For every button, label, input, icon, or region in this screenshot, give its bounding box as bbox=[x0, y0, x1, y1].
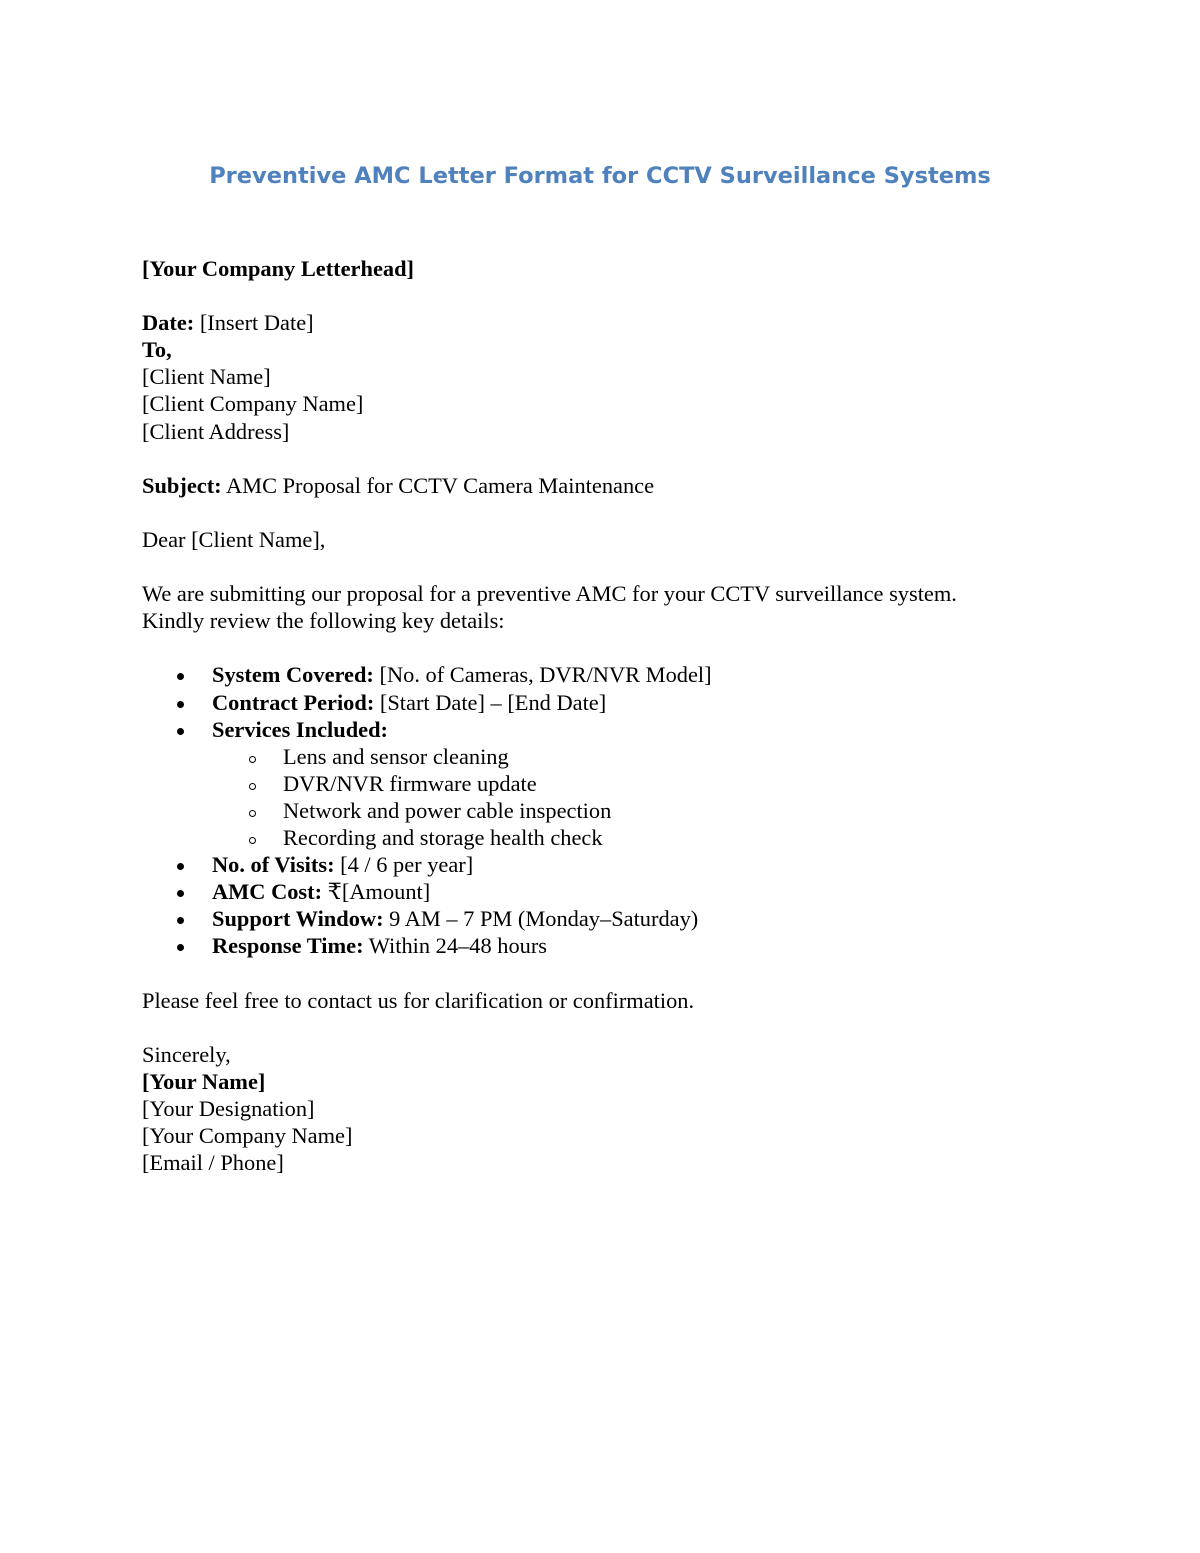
service-text: Network and power cable inspection bbox=[283, 797, 612, 823]
bullet-icon bbox=[177, 944, 184, 951]
detail-value: Within 24–48 hours bbox=[368, 933, 547, 959]
spacer bbox=[142, 959, 1102, 986]
sender-designation: [Your Designation] bbox=[142, 1095, 315, 1121]
detail-label: Response Time: bbox=[212, 933, 364, 959]
subject-label: Subject: bbox=[142, 472, 222, 498]
recipient-name: [Client Name] bbox=[142, 364, 271, 390]
sender-name: [Your Name] bbox=[142, 1068, 266, 1094]
spacer bbox=[142, 1014, 1102, 1041]
hollow-bullet-icon bbox=[249, 783, 256, 790]
bullet-icon bbox=[177, 863, 184, 870]
detail-label: System Covered: bbox=[212, 662, 374, 688]
detail-value: [4 / 6 per year] bbox=[340, 852, 474, 878]
detail-label: Contract Period: bbox=[212, 689, 375, 715]
list-item-contract-period bbox=[142, 689, 1102, 716]
intro-line-2: Kindly review the following key details: bbox=[142, 608, 505, 634]
list-item-support-window bbox=[142, 905, 1102, 932]
list-item-visits bbox=[142, 851, 1102, 878]
intro-line-1: We are submitting our proposal for a preventive AMC for your CCTV surveillance system. bbox=[142, 581, 957, 607]
detail-label: Services Included: bbox=[212, 716, 389, 742]
detail-value: [Start Date] – [End Date] bbox=[379, 689, 607, 715]
sender-contact: [Email / Phone] bbox=[142, 1150, 284, 1176]
spacer bbox=[142, 445, 1102, 472]
list-item-response-time bbox=[142, 932, 1102, 959]
date-value: [Insert Date] bbox=[199, 310, 314, 336]
list-item-services-included bbox=[142, 716, 1102, 743]
bullet-icon bbox=[177, 917, 184, 924]
detail-value: 9 AM – 7 PM (Monday–Saturday) bbox=[389, 906, 699, 932]
detail-value: ₹[Amount] bbox=[327, 879, 431, 905]
bullet-icon bbox=[177, 890, 184, 897]
detail-label: Support Window: bbox=[212, 906, 384, 932]
date-label: Date: bbox=[142, 310, 195, 336]
closing-line: Please feel free to contact us for clarification or confirmation. bbox=[142, 987, 695, 1013]
hollow-bullet-icon bbox=[249, 756, 256, 763]
bullet-icon bbox=[177, 728, 184, 735]
sender-name-line bbox=[142, 1068, 1102, 1095]
hollow-bullet-icon bbox=[249, 810, 256, 817]
details-list-continued bbox=[142, 851, 1102, 959]
salutation: Dear [Client Name], bbox=[142, 526, 326, 552]
subject-value: AMC Proposal for CCTV Camera Maintenance bbox=[225, 472, 655, 498]
spacer bbox=[142, 499, 1102, 526]
list-item-amc-cost bbox=[142, 878, 1102, 905]
list-item-system-covered bbox=[142, 661, 1102, 688]
to-line bbox=[142, 336, 1102, 363]
details-list bbox=[142, 661, 1102, 742]
bullet-icon bbox=[177, 673, 184, 680]
service-text: Recording and storage health check bbox=[283, 824, 603, 850]
service-item bbox=[142, 824, 1102, 851]
recipient-company: [Client Company Name] bbox=[142, 391, 364, 417]
letterhead bbox=[142, 255, 1102, 282]
signoff: Sincerely, bbox=[142, 1041, 231, 1067]
service-item bbox=[142, 770, 1102, 797]
spacer bbox=[142, 553, 1102, 580]
sender-company: [Your Company Name] bbox=[142, 1123, 353, 1148]
hollow-bullet-icon bbox=[249, 837, 256, 844]
subject-line bbox=[142, 472, 1102, 499]
date-line bbox=[142, 309, 1102, 336]
detail-label: AMC Cost: bbox=[212, 879, 323, 905]
service-item bbox=[142, 743, 1102, 770]
spacer bbox=[142, 634, 1102, 661]
spacer bbox=[142, 282, 1102, 309]
document-title: Preventive AMC Letter Format for CCTV Surveillance Systems bbox=[209, 163, 991, 189]
to-label: To, bbox=[142, 337, 172, 363]
service-item bbox=[142, 797, 1102, 824]
service-text: DVR/NVR firmware update bbox=[283, 770, 537, 796]
services-sublist bbox=[142, 743, 1102, 851]
bullet-icon bbox=[177, 701, 184, 708]
letter-body bbox=[142, 255, 1102, 1176]
recipient-address: [Client Address] bbox=[142, 418, 290, 444]
detail-value: [No. of Cameras, DVR/NVR Model] bbox=[379, 662, 712, 688]
detail-label: No. of Visits: bbox=[212, 852, 335, 878]
service-text: Lens and sensor cleaning bbox=[283, 743, 509, 769]
letterhead-text: [Your Company Letterhead] bbox=[142, 256, 414, 281]
